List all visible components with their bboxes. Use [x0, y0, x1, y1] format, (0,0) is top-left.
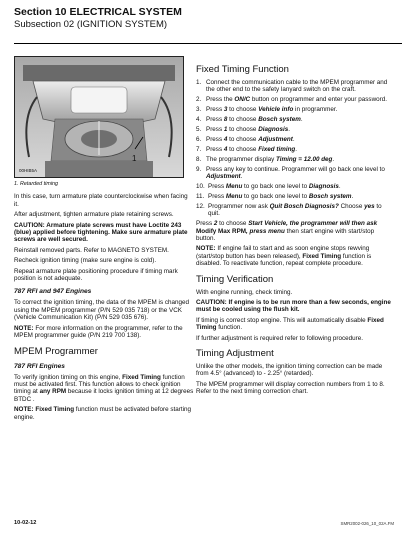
paragraph: With engine running, check timing.	[196, 288, 293, 296]
paragraph: Reinstall removed parts. Refer to MAGNETO SYSTEM.	[14, 246, 169, 254]
paragraph: Repeat armature plate positioning procedure if timing mark position is not adequate.	[14, 267, 178, 283]
header-rule	[14, 43, 402, 44]
paragraph: If further adjustment is required refer to following procedure.	[196, 334, 363, 342]
note: NOTE: If engine fail to start and as soon engine stops rewving (start/stop button has been released), Fixed Timing function is disabled. To reactivate function, repeat complete procedure.	[196, 245, 372, 268]
heading-fixed-timing: Fixed Timing Function	[196, 64, 289, 75]
list-item: 7. Press 4 to choose Fixed timing.	[196, 145, 298, 153]
list-item: 10. Press Menu to go back one level to Diagnosis.	[196, 182, 341, 190]
subsection-title: Subsection 02 (IGNITION SYSTEM)	[14, 19, 168, 30]
page-number: 10-02-12	[14, 520, 37, 526]
list-item: 2. Press the ON/C button on programmer and enter your password.	[196, 96, 387, 104]
paragraph: In this case, turn armature plate counterclockwise when facing it.	[14, 193, 188, 208]
heading-timing-adjustment: Timing Adjustment	[196, 347, 274, 359]
left-column	[14, 56, 194, 424]
caution-note: CAUTION: Armature plate screws must have Loctite 243 (blue) applied before tightening. Make sure armature plate screws are well secured.	[14, 221, 188, 244]
note: NOTE: Fixed Timing function must be activated before starting engine.	[14, 406, 191, 421]
figure-caption: 1. Retarded timing	[14, 181, 59, 187]
list-item: 5. Press 1 to choose Diagnosis.	[196, 126, 291, 134]
list-item: 8. The programmer display Timing = 12.00 deg.	[196, 155, 335, 163]
figure-callout: 1	[132, 154, 137, 163]
subheading-rfi: 787 RFI Engines	[14, 362, 65, 370]
page-header	[14, 6, 402, 30]
document-code: SMR2002-026_10_02A.FM	[340, 521, 394, 526]
procedure-steps	[196, 79, 394, 218]
paragraph: Recheck ignition timing (make sure engine is cold).	[14, 257, 157, 265]
engine-photo	[14, 56, 184, 178]
figure-ref-code: 00HIB5A	[19, 168, 38, 173]
subheading-rfi-947: 787 RFI and 947 Engines	[14, 288, 92, 296]
engine-photo-drawing	[15, 57, 183, 177]
list-item: 9. Press any key to continue. Programmer will go back one level to Adjustment.	[196, 165, 385, 181]
caution-note: CAUTION: If engine is to be run more than a few seconds, engine must be cooled using the flush kit.	[196, 298, 391, 314]
paragraph: Press 2 to choose Start Vehicle, the programmer will then ask Modify Max RPM, press menu then start engine with start/stop button.	[196, 220, 378, 242]
section-title: Section 10 ELECTRICAL SYSTEM	[14, 6, 182, 18]
list-item: 6. Press 4 to choose Adjustment.	[196, 135, 295, 143]
right-column	[196, 56, 394, 399]
paragraph: The MPEM programmer will display correction numbers from 1 to 8. Refer to the next timing correction chart.	[196, 380, 385, 396]
heading-timing-verification: Timing Verification	[196, 273, 274, 285]
paragraph: After adjustment, tighten armature plate retaining screws.	[14, 211, 174, 219]
paragraph: Unlike the other models, the ignition timing correction can be made from 4.5° (advanced) to - 2.25° (retarded).	[196, 362, 383, 378]
list-item: 1. Connect the communication cable to the MPEM programmer and the other end to the safety lanyard switch on the craft.	[196, 79, 388, 94]
paragraph: If timing is correct stop engine. This will automatically disable Fixed Timing function.	[196, 316, 384, 332]
paragraph: To verify ignition timing on this engine, Fixed Timing function must be activated first. This function allows to check ignition timing at any RPM because it locks ignition timing at 12 degrees BTDC .	[14, 373, 194, 403]
list-item: 12. Programmer now ask Quit Bosch Diagnosis? Choose yes to quit.	[196, 202, 382, 218]
heading-mpem-programmer: MPEM Programmer	[14, 345, 98, 357]
list-item: 11. Press Menu to go back one level to Bosch system.	[196, 192, 354, 200]
note: NOTE: For more information on the programmer, refer to the MPEM programmer guide (P/N 219 700 138).	[14, 324, 183, 340]
paragraph: To correct the ignition timing, the data of the MPEM is changed using the MPEM programmer (P/N 529 035 718) or the VCK (Vehicle Communication Kit) (P/N 529 035 676).	[14, 299, 190, 322]
list-item: 3. Press 3 to choose Vehicle info in programmer.	[196, 106, 338, 114]
list-item: 4. Press 8 to choose Bosch system.	[196, 116, 303, 124]
